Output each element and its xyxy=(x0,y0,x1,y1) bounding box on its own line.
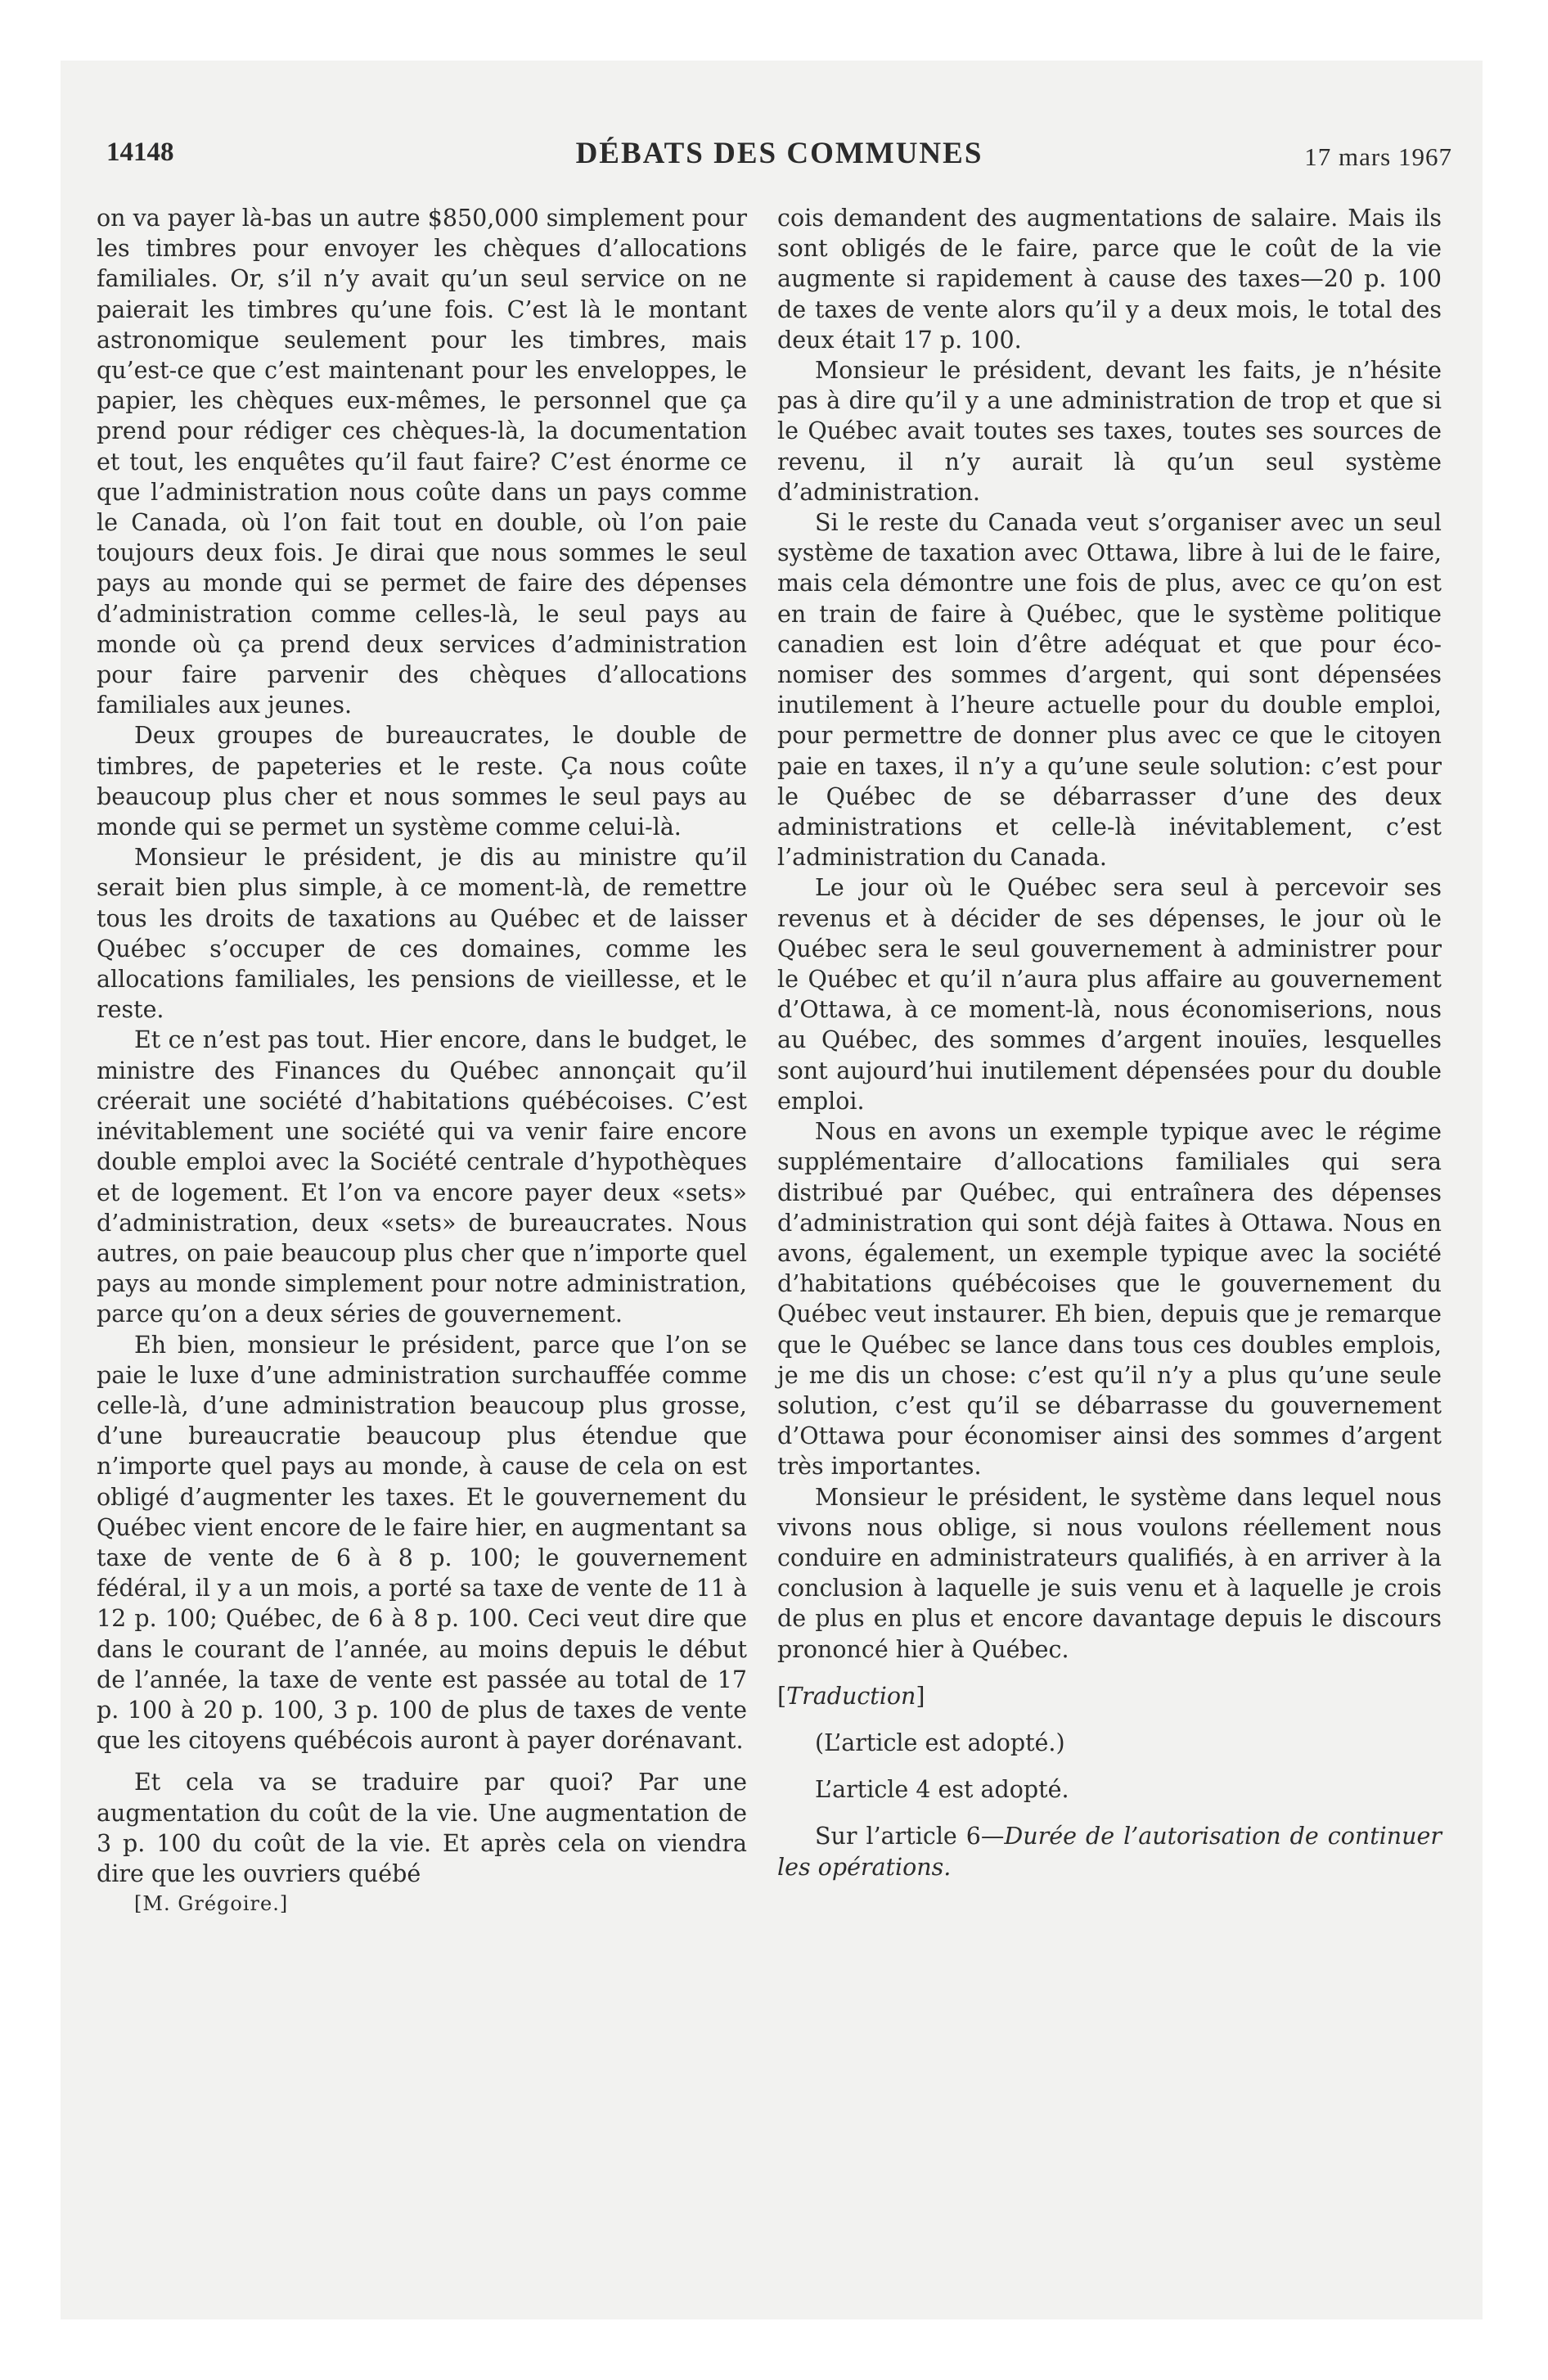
article-6-title: Durée de l’autorisation de continuer les opérations. xyxy=(777,1823,1442,1881)
page-date: 17 mars 1967 xyxy=(1304,142,1452,171)
paragraph: Monsieur le président, je dis au ministre qu’il serait bien plus simple, à ce moment-là, de remettre tous les droits de taxations au Québec et de laisser Québec s’occuper de ces domaines, comme les allocations familiales, les pensions de vieillesse, et le reste. xyxy=(97,844,747,1024)
paragraph: Et cela va se traduire par quoi? Par une augmentation du coût de la vie. Une augmentation de 3 p. 100 du coût de la vie. Et après cela on viendra dire que les ouvriers québé xyxy=(97,1769,747,1887)
paragraph: Eh bien, monsieur le président, parce que l’on se paie le luxe d’une administration surchauffée comme celle-là, d’une administration beaucoup plus grosse, d’une bureaucratie beaucoup plus étendue que n’importe quel pays au monde, à cause de cela on est obligé d’augmenter les taxes. Et le gouvernement du Québec vient encore de le faire hier, en augmentant sa taxe de vente de 6 à 8 p. 100; le gouvernement fédéral, il y a un mois, a porté sa taxe de vente de 11 à 12 p. 100; Québec, de 6 à 8 p. 100. Ceci veut dire que dans le courant de l’année, au moins depuis le début de l’année, la taxe de vente est passée au total de 17 p. 100 à 20 p. 100, 3 p. 100 de plus de taxes de vente que les citoyens québécois auront à payer dorénavant. xyxy=(97,1331,747,1755)
page-number: 14148 xyxy=(106,137,174,167)
left-column xyxy=(97,203,747,1919)
article-4-adopted: L’article 4 est adopté. xyxy=(815,1776,1069,1804)
paragraph: cois demandent des augmentations de salaire. Mais ils sont obligés de le faire, parce que le coût de la vie augmente si rapidement à cause des taxes—20 p. 100 de taxes de vente alors qu’il y a deux mois, le total des deux était 17 p. 100. xyxy=(777,205,1442,354)
page-title: DÉBATS DES COMMUNES xyxy=(575,137,983,170)
speaker-attribution: [M. Grégoire.] xyxy=(134,1892,289,1916)
article-6-prefix: Sur l’article 6— xyxy=(815,1823,1005,1850)
paragraph: Deux groupes de bureaucrates, le double de timbres, de papeteries et le reste. Ça nous coûte beaucoup plus cher et nous sommes le seul pays au monde qui se permet un système comme celui-là. xyxy=(97,722,747,841)
page-header xyxy=(106,137,1452,182)
paragraph: Si le reste du Canada veut s’organiser avec un seul système de taxation avec Ottawa, libre à lui de le faire, mais cela démontre une fois de plus, avec ce qu’on est en train de faire à Québec, que le système politique canadien est loin d’être adéquat et que pour économiser des sommes d’argent, qui sont dépensées inutilement à l’heure actuelle pour du double emploi, pour permettre de donner plus avec ce que le citoyen paie en taxes, il n’y a qu’une seule solution: c’est pour le Québec de se débarrasser d’une des deux administrations et celle-là inévitablement, c’est l’administration du Canada. xyxy=(777,509,1442,872)
right-column xyxy=(777,203,1442,1882)
adopted-clause: (L’article est adopté.) xyxy=(815,1729,1065,1756)
paragraph: Monsieur le président, le système dans lequel nous vivons nous oblige, si nous voulons réellement nous conduire en administrateurs qualifiés, à en arriver à la conclusion à laquelle je suis venu et à laquelle je crois de plus en plus et encore davantage depuis le discours prononcé hier à Québec. xyxy=(777,1483,1442,1663)
article-6-heading xyxy=(777,1821,1442,1882)
paragraph: Et ce n’est pas tout. Hier encore, dans le budget, le ministre des Finances du Québec annonçait qu’il créerait une société d’habitations québécoises. C’est inévitablement une société qui va venir faire encore double emploi avec la Société centrale d’hypothèques et de logement. Et l’on va encore payer deux «sets» d’administration, deux «sets» de bureaucrates. Nous autres, on paie beaucoup plus cher que n’importe quel pays au monde simplement pour notre administration, parce qu’on a deux séries de gouvernement. xyxy=(97,1026,747,1328)
paragraph: Monsieur le président, devant les faits, je n’hésite pas à dire qu’il y a une administration de trop et que si le Québec avait toutes ses taxes, toutes ses sources de revenu, il n’y aurait là qu’un seul système d’administration. xyxy=(777,357,1442,506)
translation-label: Traduction xyxy=(786,1682,916,1710)
paragraph: Le jour où le Québec sera seul à percevoir ses revenus et à décider de ses dépenses, le jour où le Québec sera le seul gouvernement à administrer pour le Québec et qu’il n’aura plus affaire au gouvernement d’Ottawa, à ce moment-là, nous économiserions, nous au Québec, des sommes d’argent inouïes, lesquelles sont aujourd’hui inutilement dépensées pour du double emploi. xyxy=(777,874,1442,1115)
paragraph: Nous en avons un exemple typique avec le régime supplémentaire d’allocations familiales qui sera distribué par Québec, qui entraînera des dépenses d’administration qui sont déjà faites à Ottawa. Nous en avons, également, un exemple typique avec la société d’habitations québécoises que le gouvernement du Québec veut instaurer. Eh bien, depuis que je remarque que le Québec se lance dans tous ces doubles emplois, je me dis un chose: c’est qu’il n’y a plus qu’une seule solution, c’est qu’il se débarrasse du gouvernement d’Ottawa pour économiser ainsi des sommes d’argent très importantes. xyxy=(777,1118,1442,1481)
paragraph: on va payer là-bas un autre $850,000 simplement pour les timbres pour envoyer les chèques d’allocations familiales. Or, s’il n’y avait qu’un seul service on ne paierait les timbres qu’une fois. C’est là le montant astronomique seulement pour les timbres, mais qu’est-ce que c’est maintenant pour les enveloppes, le papier, les chèques eux-mêmes, le personnel que ça prend pour rédiger ces chèques-là, la documentation et tout, les enquêtes qu’il faut faire? C’est énorme ce que l’administration nous coûte dans un pays comme le Canada, où l’on fait tout en double, où l’on paie toujours deux fois. Je dirai que nous sommes le seul pays au monde qui se permet de faire des dépenses d’administration comme celles-là, le seul pays au monde où ça prend deux services d’administration pour faire parvenir des chèques d’allocations familiales aux jeunes. xyxy=(97,205,747,719)
translation-marker: [Traduction] xyxy=(777,1682,925,1710)
